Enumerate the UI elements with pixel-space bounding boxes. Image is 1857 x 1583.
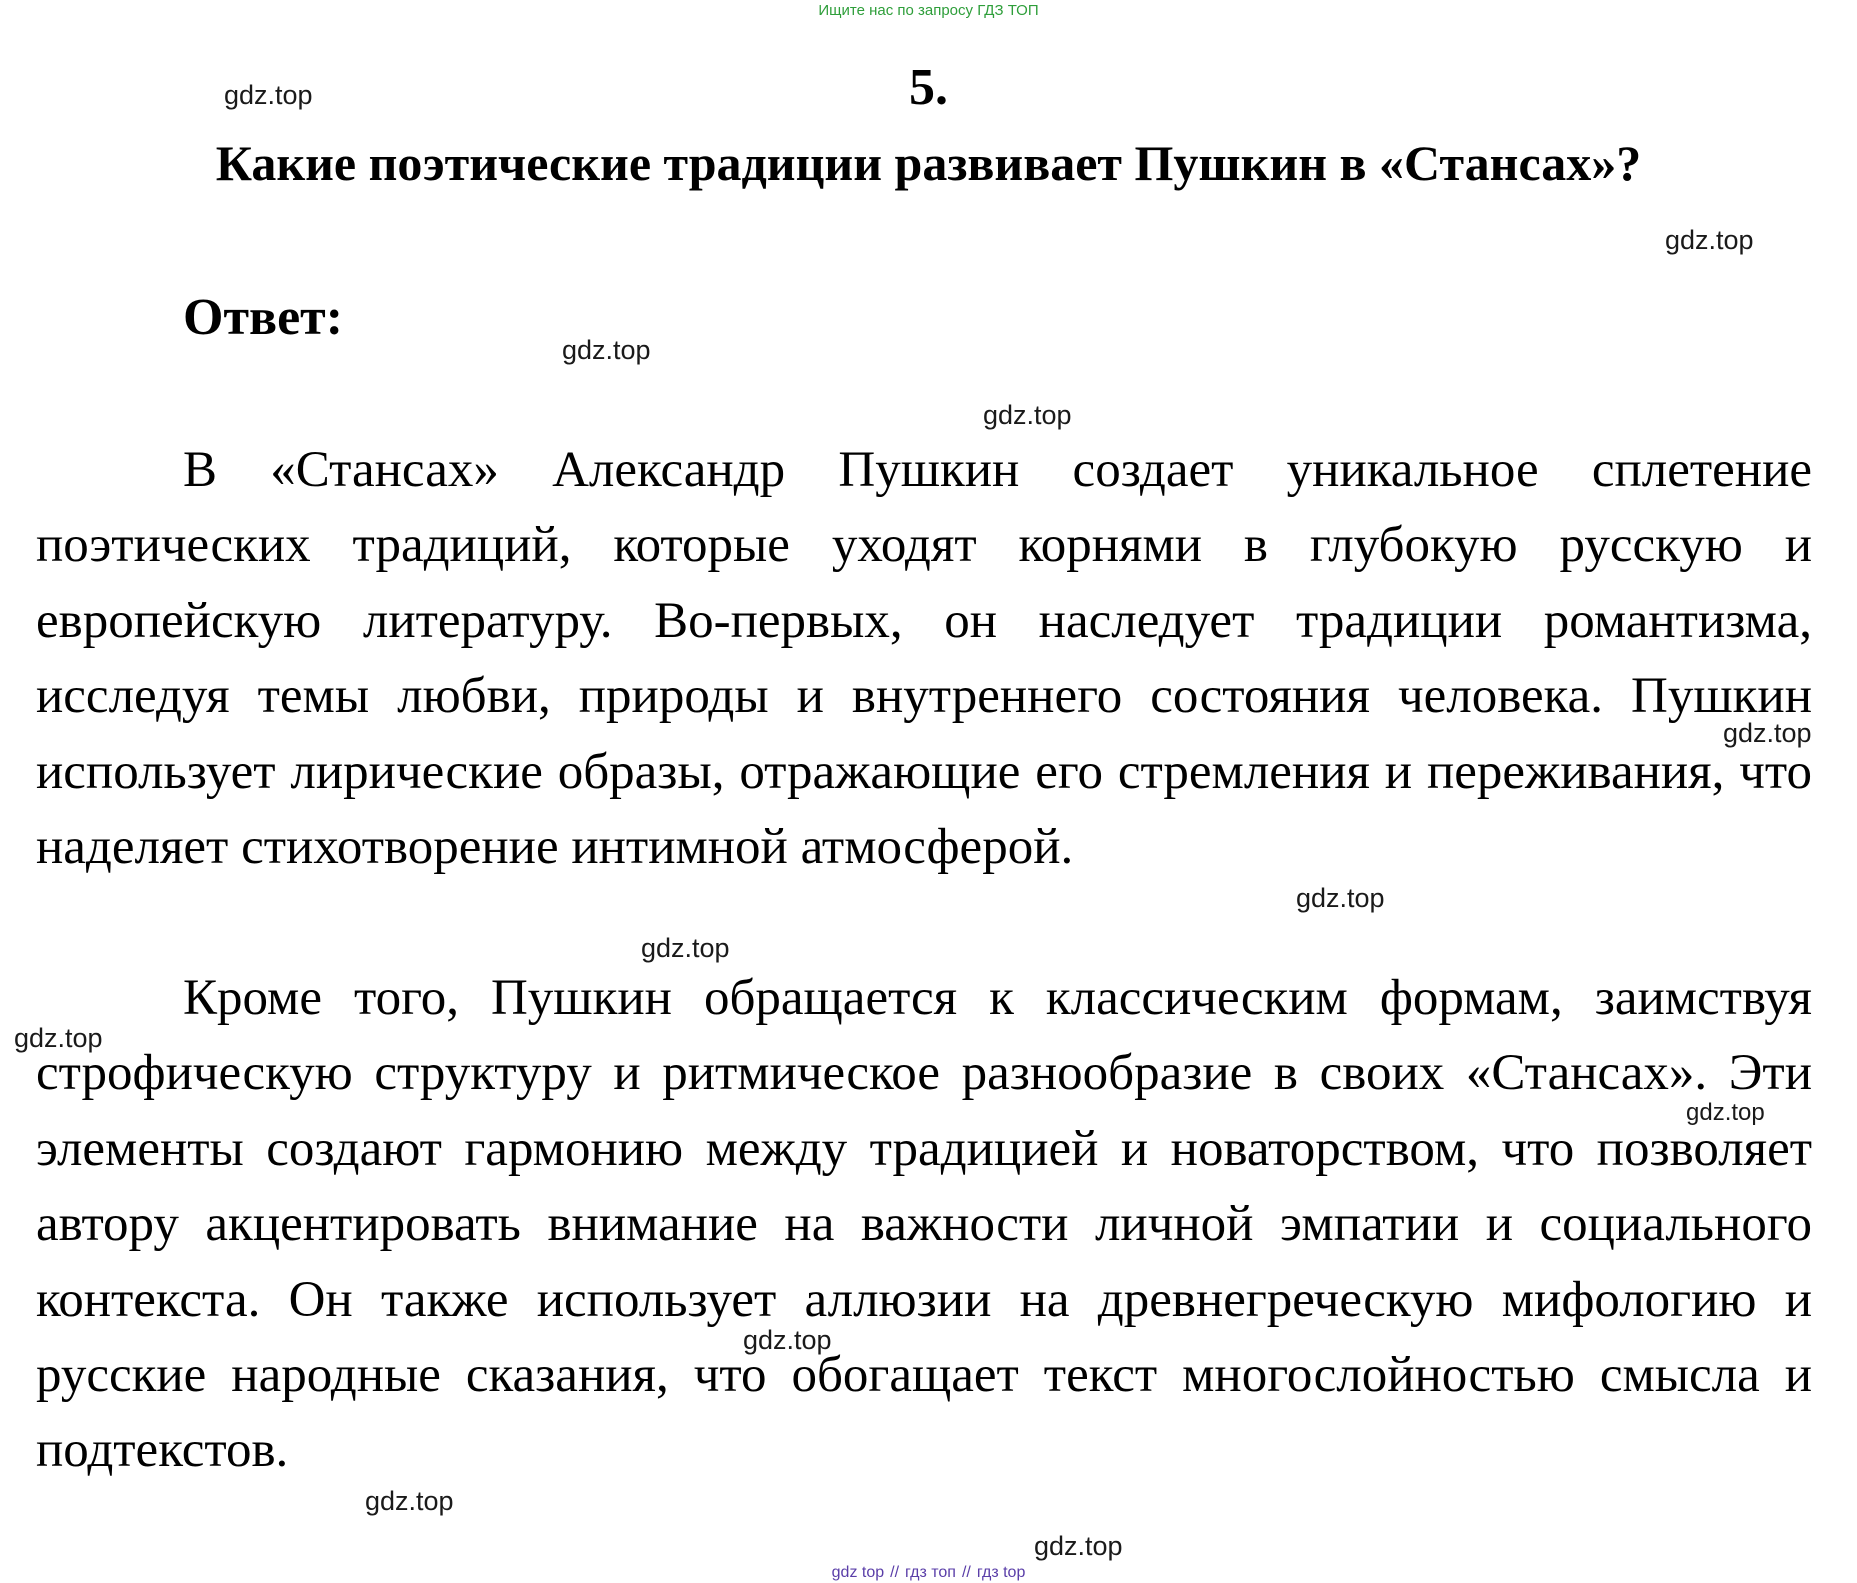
- watermark: gdz.top: [365, 1486, 454, 1516]
- answer-label: Ответ:: [183, 289, 344, 346]
- footer-link[interactable]: гдз top: [976, 1564, 1026, 1581]
- watermark: gdz.top: [1686, 1099, 1765, 1126]
- answer-paragraph-1: В «Стансах» Александр Пушкин создает уникальное сплетение поэтических традиций, которые уходят корнями в глубокую русскую и европейскую литературу. Во-первых, он наследует традиции романтизма, исследуя темы любви, природы и внутреннего состояния человека. Пушкин использует лирические образы, отражающие его стремления и переживания, что наделяет стихотворение интимной атмосферой.: [36, 442, 1812, 876]
- watermark: gdz.top: [1723, 718, 1812, 748]
- watermark: gdz.top: [983, 400, 1072, 430]
- watermark: gdz.top: [1665, 225, 1754, 255]
- answer-paragraph-2: Кроме того, Пушкин обращается к классическим формам, заимствуя строфическую структуру и ритмическое разнообразие в своих «Стансах». Эти элементы создают гармонию между традицией и новаторством, что позволяет автору акцентировать внимание на важности личной эмпатии и социального контекста. Он также использует аллюзии на древнегреческую мифологию и русские народные сказания, что обогащает текст многослойностью смысла и подтекстов.: [36, 970, 1812, 1479]
- footer-link[interactable]: гдз топ: [905, 1564, 956, 1581]
- watermark: gdz.top: [1296, 883, 1385, 913]
- question-title: Какие поэтические традиции развивает Пушкин в «Стансах»?: [215, 135, 1642, 191]
- watermark: gdz.top: [224, 80, 313, 110]
- top-banner[interactable]: Ищите нас по запросу ГДЗ ТОП: [818, 2, 1039, 19]
- footer-links: [0, 1564, 1857, 1582]
- watermark: gdz.top: [641, 933, 730, 963]
- watermark: gdz.top: [562, 335, 651, 365]
- task-number: 5.: [909, 59, 948, 116]
- footer-separator: //: [890, 1564, 900, 1581]
- footer-separator: //: [961, 1564, 971, 1581]
- watermark: gdz.top: [14, 1023, 103, 1053]
- footer-link[interactable]: gdz top: [831, 1564, 885, 1581]
- watermark: gdz.top: [743, 1325, 832, 1355]
- watermark: gdz.top: [1034, 1531, 1123, 1561]
